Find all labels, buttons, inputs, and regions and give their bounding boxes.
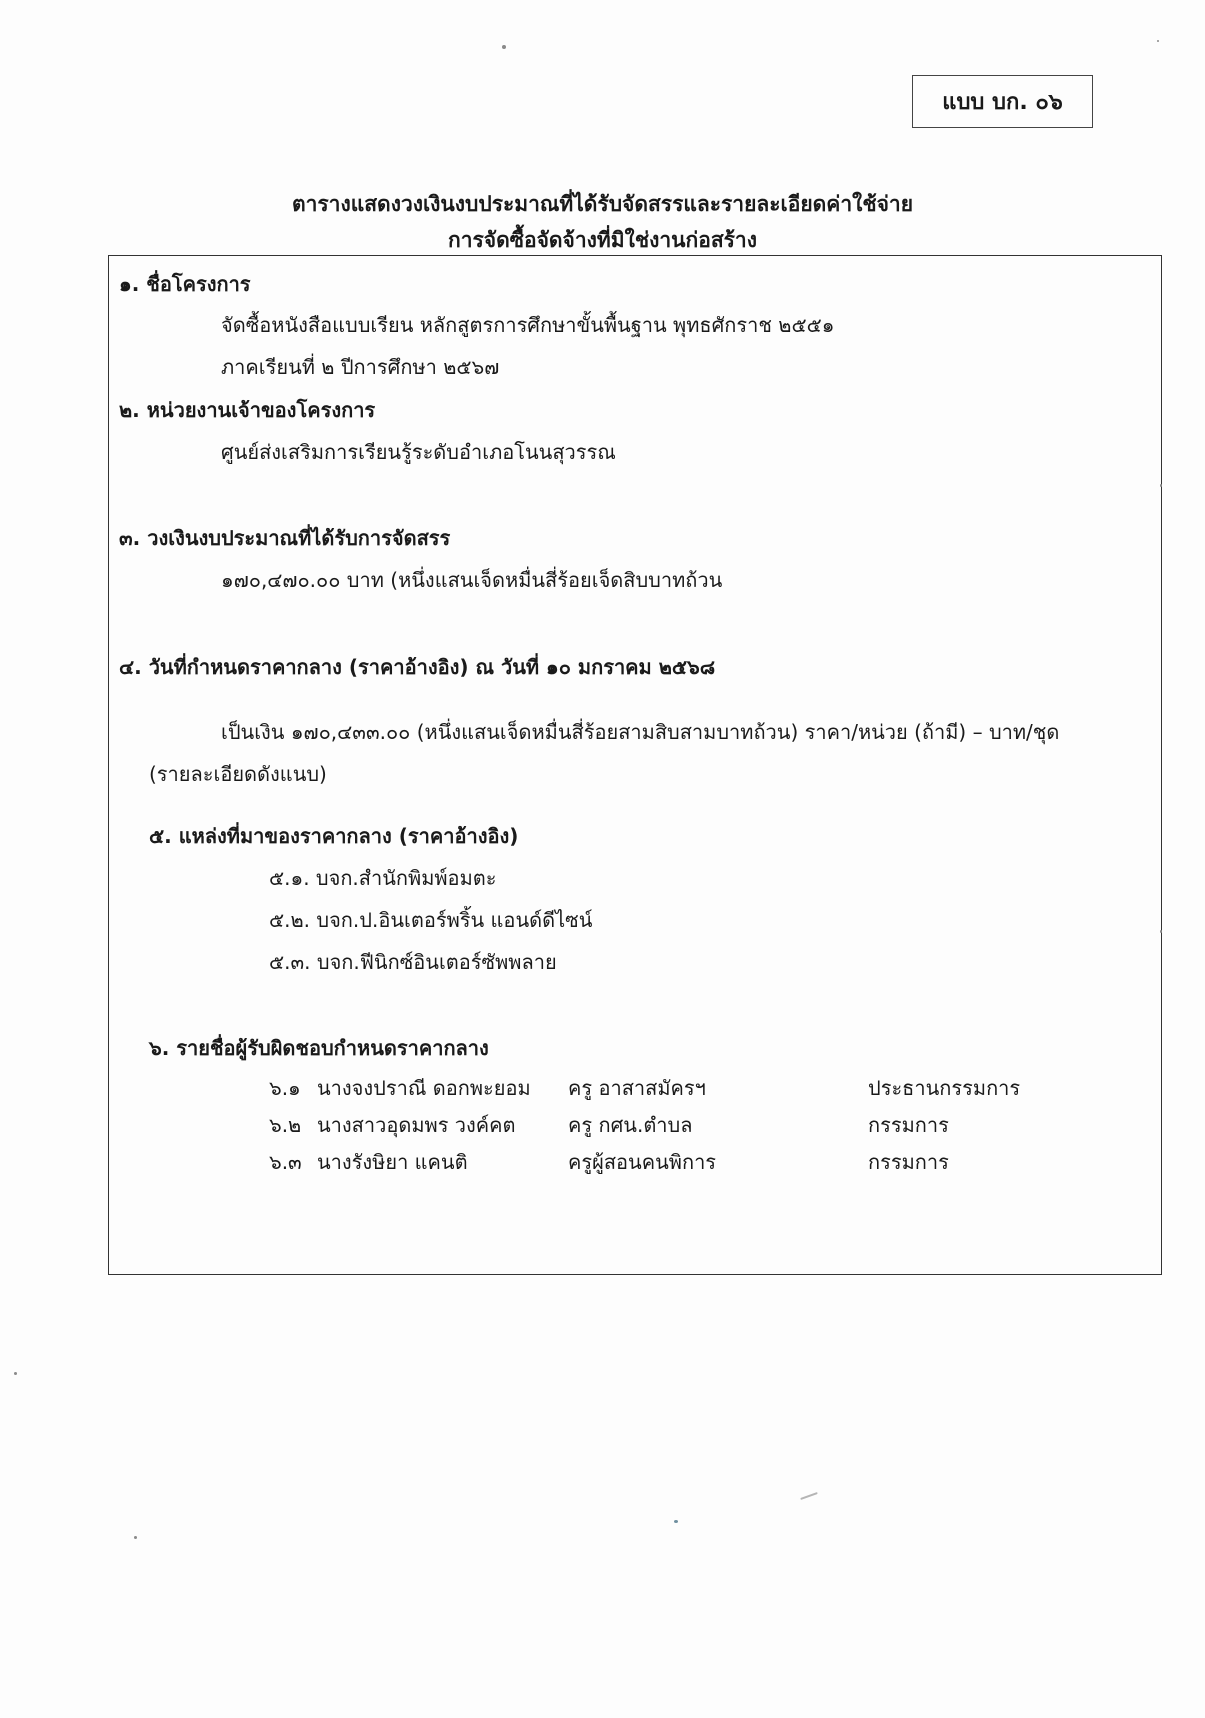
member-position: ครู อาสาสมัครฯ [568,1076,706,1100]
scan-speck [134,1536,137,1539]
member-number: ๖.๑ [269,1076,301,1100]
scan-speck [1160,930,1162,933]
section1-heading: ๑. ชื่อโครงการ [119,272,251,296]
agency-name: ศูนย์ส่งเสริมการเรียนรู้ระดับอำเภอโนนสุวรรณ [221,440,616,464]
project-name-line1: จัดซื้อหนังสือแบบเรียน หลักสูตรการศึกษาขั้นพื้นฐาน พุทธศักราช ๒๕๕๑ [221,313,835,337]
scan-speck [14,1372,17,1375]
project-name-line2: ภาคเรียนที่ ๒ ปีการศึกษา ๒๕๖๗ [221,355,500,379]
member-role: กรรมการ [868,1113,949,1137]
member-number: ๖.๒ [269,1113,302,1137]
scan-speck [1157,40,1159,42]
section5-heading: ๕. แหล่งที่มาของราคากลาง (ราคาอ้างอิง) [149,824,519,848]
member-position: ครูผู้สอนคนพิการ [568,1150,717,1174]
source-item: ๕.๓. บจก.ฟีนิกซ์อินเตอร์ซัพพลาย [269,950,557,974]
source-item: ๕.๒. บจก.ป.อินเตอร์พริ้น แอนด์ดีไซน์ [269,908,593,932]
section4-heading: ๔. วันที่กำหนดราคากลาง (ราคาอ้างอิง) ณ วันที่ ๑๐ มกราคม ๒๕๖๘ [119,655,716,679]
scan-speck [674,1520,678,1523]
member-name: นางจงปราณี ดอกพะยอม [317,1076,531,1100]
member-role: ประธานกรรมการ [868,1076,1021,1100]
median-price-line2: (รายละเอียดดังแนบ) [149,762,327,786]
document-title-line1: ตารางแสดงวงเงินงบประมาณที่ได้รับจัดสรรและรายละเอียดค่าใช้จ่าย [291,192,914,216]
member-position: ครู กศน.ตำบล [568,1113,693,1137]
member-number: ๖.๓ [269,1150,302,1174]
member-name: นางสาวอุดมพร วงค์คต [317,1113,516,1137]
scan-speck [1160,484,1162,487]
scan-speck [800,1492,818,1500]
scan-speck [502,45,506,49]
section6-heading: ๖. รายชื่อผู้รับผิดชอบกำหนดราคากลาง [149,1036,489,1060]
member-name: นางรังษิยา แคนติ [317,1150,468,1174]
section3-heading: ๓. วงเงินงบประมาณที่ได้รับการจัดสรร [119,526,451,550]
form-code-box [912,75,1093,128]
median-price-line1: เป็นเงิน ๑๗๐,๔๓๓.๐๐ (หนึ่งแสนเจ็ดหมื่นสี่ร้อยสามสิบสามบาทถ้วน) ราคา/หน่วย (ถ้ามี) – บาท/ชุด [221,720,1060,744]
content-frame [108,255,1162,1275]
form-code-label: แบบ บก. ๐๖ [942,90,1063,115]
section2-heading: ๒. หน่วยงานเจ้าของโครงการ [119,398,376,422]
source-item: ๕.๑. บจก.สำนักพิมพ์อมตะ [269,866,497,890]
budget-amount: ๑๗๐,๔๗๐.๐๐ บาท (หนึ่งแสนเจ็ดหมื่นสี่ร้อยเจ็ดสิบบาทถ้วน [221,568,723,592]
member-role: กรรมการ [868,1150,949,1174]
document-title-line2: การจัดซื้อจัดจ้างที่มิใช่งานก่อสร้าง [448,228,757,252]
